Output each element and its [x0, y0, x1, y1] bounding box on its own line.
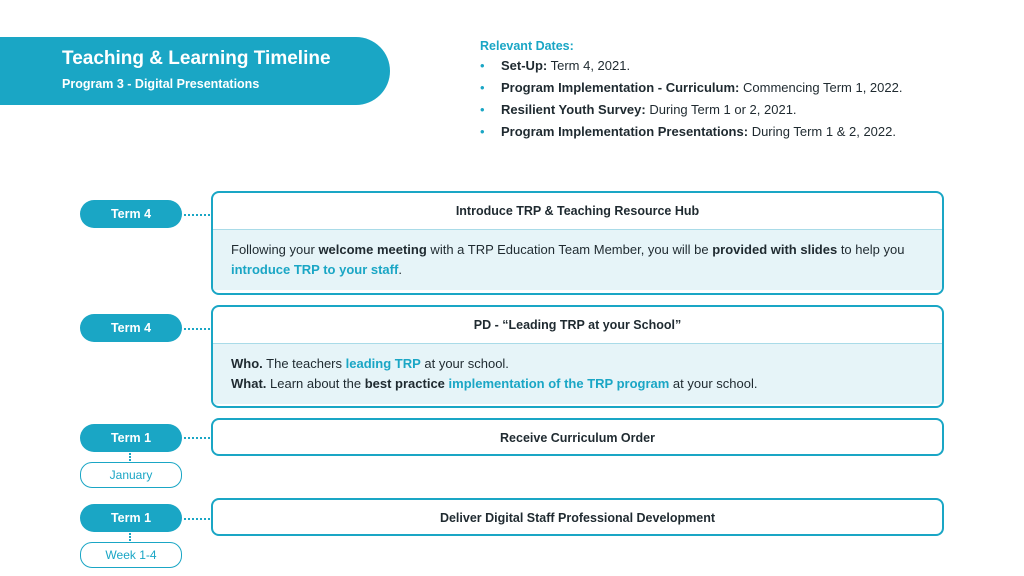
relevant-dates — [480, 39, 1000, 143]
card-title: Deliver Digital Staff Professional Development — [439, 511, 716, 525]
date-item-survey: • Resilient Youth Survey: During Term 1 or 2, 2021. — [480, 99, 1000, 121]
card-title: Introduce TRP & Teaching Resource Hub — [455, 204, 700, 218]
sub-pill: Week 1-4 — [80, 542, 182, 568]
timeline-card-introduce — [211, 191, 944, 295]
relevant-dates-list — [480, 55, 1000, 143]
term-pill: Term 1 — [80, 424, 182, 452]
connector-dots — [184, 328, 210, 330]
date-item-presentations: • Program Implementation Presentations: During Term 1 & 2, 2022. — [480, 121, 1000, 143]
header-banner — [0, 37, 390, 105]
page-subtitle: Program 3 - Digital Presentations — [62, 77, 260, 91]
card-body: Following your welcome meeting with a TRP Education Team Member, you will be provided with slides to help you introduce TRP to your staff. — [213, 229, 942, 290]
card-who-line: Who. The teachers leading TRP at your school. — [231, 356, 509, 371]
card-title: PD - “Leading TRP at your School” — [473, 318, 682, 332]
vertical-connector-dots — [129, 453, 131, 461]
connector-dots — [184, 214, 210, 216]
term-pill: Term 4 — [80, 314, 182, 342]
date-item-curriculum: • Program Implementation - Curriculum: Commencing Term 1, 2022. — [480, 77, 1000, 99]
vertical-connector-dots — [129, 533, 131, 541]
relevant-dates-heading: Relevant Dates: — [480, 39, 574, 53]
connector-dots — [184, 437, 210, 439]
connector-dots — [184, 518, 210, 520]
timeline-card-curriculum-order — [211, 418, 944, 456]
page-title: Teaching & Learning Timeline — [62, 48, 331, 69]
card-title: Receive Curriculum Order — [500, 431, 655, 445]
term-pill: Term 4 — [80, 200, 182, 228]
term-pill: Term 1 — [80, 504, 182, 532]
timeline-card-pd — [211, 305, 944, 408]
sub-pill: January — [80, 462, 182, 488]
card-body — [213, 343, 942, 404]
card-what-line: What. Learn about the best practice implementation of the TRP program at your school. — [231, 376, 758, 391]
date-item-setup: • Set-Up: Term 4, 2021. — [480, 55, 1000, 77]
timeline-card-deliver-pd — [211, 498, 944, 536]
